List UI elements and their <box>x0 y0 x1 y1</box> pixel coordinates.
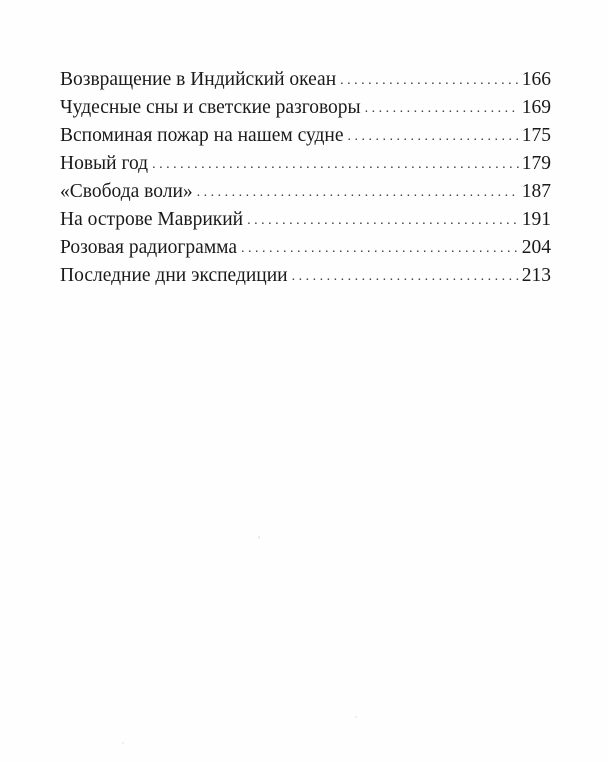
toc-entry-title: Вспоминая пожар на нашем судне <box>60 125 344 146</box>
toc-entry-page: 191 <box>521 209 551 230</box>
toc-entry <box>60 66 551 94</box>
toc-entry <box>60 234 551 262</box>
toc-entry-title: Розовая радиограмма <box>60 237 238 258</box>
dot-leader <box>340 65 519 95</box>
toc-entry <box>60 206 551 234</box>
dot-leader <box>241 233 519 263</box>
dot-leader <box>152 149 519 179</box>
dot-leader <box>247 205 519 235</box>
dot-leader <box>365 93 519 123</box>
dot-leader <box>292 261 519 291</box>
toc-entry-title: Новый год <box>60 153 149 174</box>
toc-entry-title: На острове Маврикий <box>60 209 244 230</box>
toc-entry <box>60 122 551 150</box>
toc-entry-page: 179 <box>521 153 551 174</box>
toc-entry-page: 169 <box>521 97 551 118</box>
toc-entry-page: 166 <box>521 69 551 90</box>
scan-speck <box>122 742 124 744</box>
toc-entry-page: 187 <box>521 181 551 202</box>
toc-entry <box>60 178 551 206</box>
dot-leader <box>348 121 519 151</box>
toc-entry-title: Возвращение в Индийский океан <box>60 69 337 90</box>
toc-entry-page: 204 <box>521 237 551 258</box>
scan-speck <box>258 536 260 539</box>
toc-entry-title: Последние дни экспедиции <box>60 265 288 286</box>
toc-entry-page: 213 <box>521 265 551 286</box>
toc-entry-title: Чудесные сны и светские разговоры <box>60 97 361 118</box>
toc-entry <box>60 94 551 122</box>
toc-entry <box>60 262 551 290</box>
toc-entry-title: «Свобода воли» <box>60 181 193 202</box>
toc-entry <box>60 150 551 178</box>
toc-entry-page: 175 <box>521 125 551 146</box>
dot-leader <box>197 177 519 207</box>
table-of-contents <box>60 66 551 290</box>
scan-speck <box>355 716 357 718</box>
